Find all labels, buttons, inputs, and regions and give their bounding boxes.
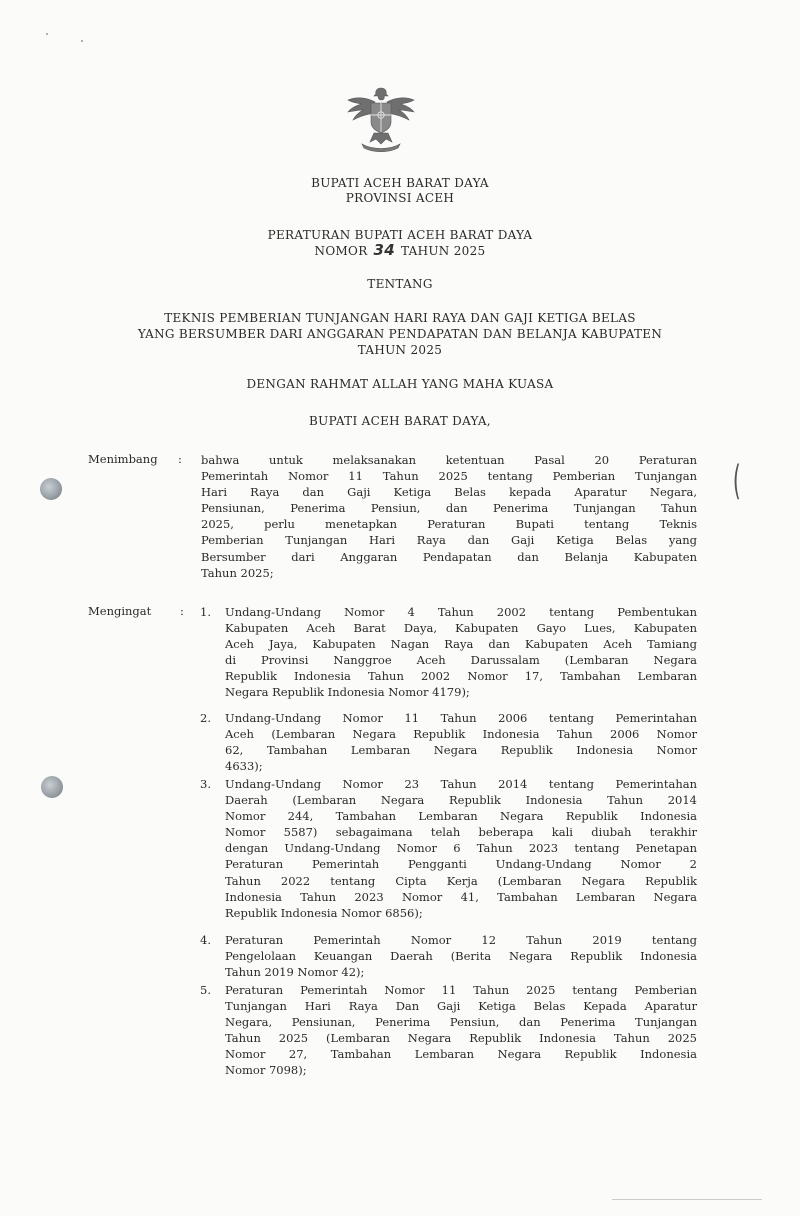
menimbang-colon: : [178,452,182,466]
text-line: Tahun 2025; [201,565,274,580]
text-line: Pengelolaan Keuangan Daerah (Berita Negara Republik Indonesia [225,949,697,964]
title-line-3: TAHUN 2025 [357,343,443,357]
text-line: 4633); [225,759,263,774]
text-line: Aceh Jaya, Kabupaten Nagan Raya dan Kabupaten Aceh Tamiang [225,637,697,652]
punch-hole-icon [40,478,62,500]
text-line: Nomor 7098); [225,1063,307,1078]
item-text [225,932,697,980]
text-line: Republik Indonesia Nomor 6856); [225,905,423,920]
mengingat-item-2 [200,710,697,775]
item-text [225,710,697,774]
text-line: Daerah (Lembaran Negara Republik Indonesia Tahun 2014 [225,793,697,808]
scan-speck [81,40,83,42]
official-name: BUPATI ACEH BARAT DAYA, [309,414,491,428]
text-line: Peraturan Pemerintah Nomor 12 Tahun 2019 tentang [225,933,697,947]
item-number: 5. [200,983,211,997]
text-line: Peraturan Pemerintah Nomor 11 Tahun 2025 tentang Pemberian [225,983,697,997]
text-line: Republik Indonesia Tahun 2002 Nomor 17, Tambahan Lembaran [225,669,697,684]
text-line: Indonesia Tahun 2023 Nomor 41, Tambahan Lembaran Negara [225,889,697,904]
garuda-emblem-icon [344,82,418,156]
item-number: 1. [200,605,211,619]
item-text [225,982,697,1079]
text-line: dengan Undang-Undang Nomor 6 Tahun 2023 tentang Penetapan [225,841,697,856]
tentang-heading: TENTANG [367,277,433,291]
text-line: Pensiunan, Penerima Pensiun, dan Penerima Tunjangan Tahun [201,501,697,516]
scan-edge-mark [612,1199,762,1200]
text-line: 62, Tambahan Lembaran Negara Republik Indonesia Nomor [225,743,697,758]
text-line: Undang-Undang Nomor 4 Tahun 2002 tentang Pembentukan [225,605,697,619]
text-line: Negara Republik Indonesia Nomor 4179); [225,685,470,700]
menimbang-paragraph [201,452,697,581]
title-line-2: YANG BERSUMBER DARI ANGGARAN PENDAPATAN DAN BELANJA KABUPATEN [137,327,663,341]
mengingat-item-1 [200,604,697,701]
text-line: Tahun 2025 (Lembaran Negara Republik Indonesia Tahun 2025 [225,1031,697,1046]
text-line: Peraturan Pemerintah Pengganti Undang-Undang Nomor 2 [225,857,697,872]
mengingat-colon: : [180,604,184,618]
province-heading: PROVINSI ACEH [345,191,455,205]
blessing-line: DENGAN RAHMAT ALLAH YANG MAHA KUASA [246,377,554,391]
item-number: 4. [200,933,211,947]
text-line: Tunjangan Hari Raya Dan Gaji Ketiga Belas Kepada Aparatur [225,999,697,1014]
title-line-1: TEKNIS PEMBERIAN TUNJANGAN HARI RAYA DAN GAJI KETIGA BELAS [164,311,636,325]
mengingat-item-3 [200,776,697,921]
text-line: Nomor 27, Tambahan Lembaran Negara Republik Indonesia [225,1047,697,1062]
text-line: Negara, Pensiunan, Penerima Pensiun, dan Penerima Tunjangan [225,1015,697,1030]
text-line: Bersumber dari Anggaran Pendapatan dan Belanja Kabupaten [201,549,697,564]
scan-speck [46,33,48,35]
official-heading: BUPATI ACEH BARAT DAYA [311,176,489,190]
text-line: di Provinsi Nanggroe Aceh Darussalam (Lembaran Negara [225,653,697,668]
item-text [225,776,697,921]
text-line: Nomor 244, Tambahan Lembaran Negara Republik Indonesia [225,809,697,824]
punch-hole-icon [41,776,63,798]
text-line: bahwa untuk melaksanakan ketentuan Pasal 20 Peraturan [201,453,697,467]
regulation-number-line [0,243,800,259]
text-line: Tahun 2019 Nomor 42); [225,965,365,980]
menimbang-label: Menimbang [88,452,158,466]
text-line: Kabupaten Aceh Barat Daya, Kabupaten Gayo Lues, Kabupaten [225,621,697,636]
text-line: Nomor 5587) sebagaimana telah beberapa kali diubah terakhir [225,825,697,840]
nomor-label: NOMOR [314,244,368,258]
text-line: Hari Raya dan Gaji Ketiga Belas kepada Aparatur Negara, [201,485,697,500]
mengingat-label: Mengingat [88,604,152,618]
item-number: 3. [200,777,211,791]
mengingat-item-5 [200,982,697,1079]
regulation-heading: PERATURAN BUPATI ACEH BARAT DAYA [267,228,533,242]
item-text [225,604,697,701]
mengingat-item-4 [200,932,697,981]
text-line: Undang-Undang Nomor 11 Tahun 2006 tentang Pemerintahan [225,711,697,725]
nomor-value: 34 [373,241,396,259]
text-line: Tahun 2022 tentang Cipta Kerja (Lembaran Negara Republik [225,873,697,888]
margin-mark: ( [732,458,741,504]
text-line: Aceh (Lembaran Negara Republik Indonesia Tahun 2006 Nomor [225,727,697,742]
item-number: 2. [200,711,211,725]
text-line: Undang-Undang Nomor 23 Tahun 2014 tentang Pemerintahan [225,777,697,791]
tahun-label: TAHUN 2025 [401,244,486,258]
text-line: Pemerintah Nomor 11 Tahun 2025 tentang Pemberian Tunjangan [201,469,697,484]
text-line: 2025, perlu menetapkan Peraturan Bupati tentang Teknis [201,517,697,532]
text-line: Pemberian Tunjangan Hari Raya dan Gaji Ketiga Belas yang [201,533,697,548]
